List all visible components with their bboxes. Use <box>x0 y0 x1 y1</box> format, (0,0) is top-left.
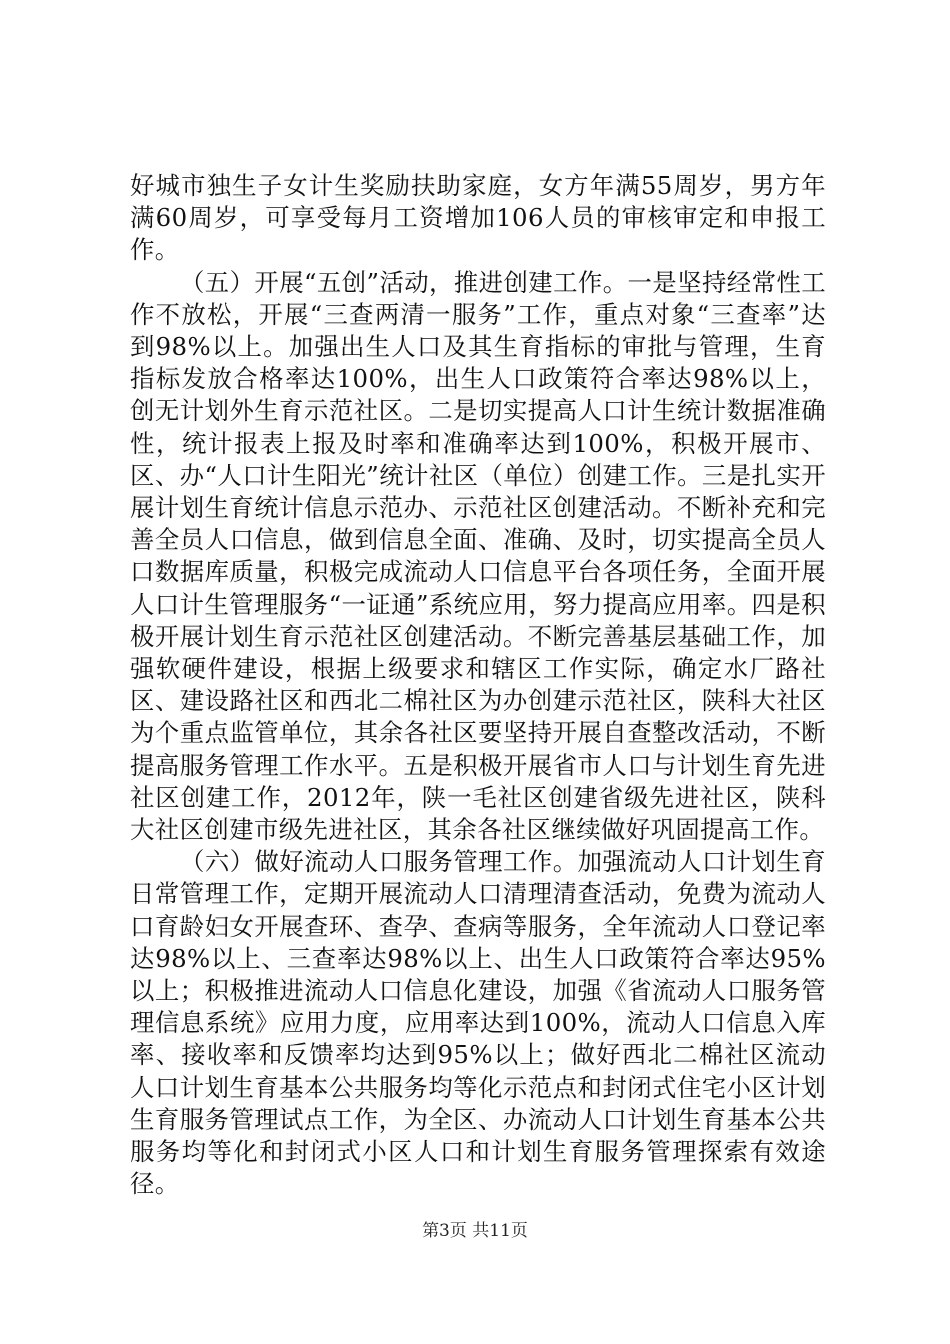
paragraph-five-creations: （五）开展“五创”活动，推进创建工作。一是坚持经常性工作不放松，开展“三查两清一服务”工作，重点对象“三查率”达到98%以上。加强出生人口及其生育指标的审批与管理，生育指标发放合格率达100%，出生人口政策符合率达98%以上，创无计划外生育示范社区。二是切实提高人口计生统计数据准确性，统计报表上报及时率和准确率达到100%，积极开展市、区、办“人口计生阳光”统计社区（单位）创建工作。三是扎实开展计划生育统计信息示范办、示范社区创建活动。不断补充和完善全员人口信息，做到信息全面、准确、及时，切实提高全员人口数据库质量，积极完成流动人口信息平台各项任务，全面开展人口计生管理服务“一证通”系统应用，努力提高应用率。四是积极开展计划生育示范社区创建活动。不断完善基层基础工作，加强软硬件建设，根据上级要求和辖区工作实际，确定水厂路社区、建设路社区和西北二棉社区为办创建示范社区，陕科大社区为个重点监管单位，其余各社区要坚持开展自查整改活动，不断提高服务管理工作水平。五是积极开展省市人口与计划生育先进社区创建工作，2012年，陕一毛社区创建省级先进社区，陕科大社区创建市级先进社区，其余各社区继续做好巩固提高工作。 <box>130 267 826 845</box>
page-footer: 第3页 共11页 <box>422 1221 528 1241</box>
paragraph-floating-population: （六）做好流动人口服务管理工作。加强流动人口计划生育日常管理工作，定期开展流动人口清理清查活动，免费为流动人口育龄妇女开展查环、查孕、查病等服务，全年流动人口登记率达98%以上、三查率达98%以上、出生人口政策符合率达95%以上；积极推进流动人口信息化建设，加强《省流动人口服务管理信息系统》应用力度，应用率达到100%，流动人口信息入库率、接收率和反馈率均达到95%以上；做好西北二棉社区流动人口计划生育基本公共服务均等化示范点和封闭式住宅小区计划生育服务管理试点工作，为全区、办流动人口计划生育基本公共服务均等化和封闭式小区人口和计划生育服务管理探索有效途径。 <box>130 847 826 1199</box>
document-body <box>130 170 826 1201</box>
paragraph-continuation: 好城市独生子女计生奖励扶助家庭，女方年满55周岁，男方年满60周岁，可享受每月工资增加106人员的审核审定和申报工作。 <box>130 171 826 265</box>
